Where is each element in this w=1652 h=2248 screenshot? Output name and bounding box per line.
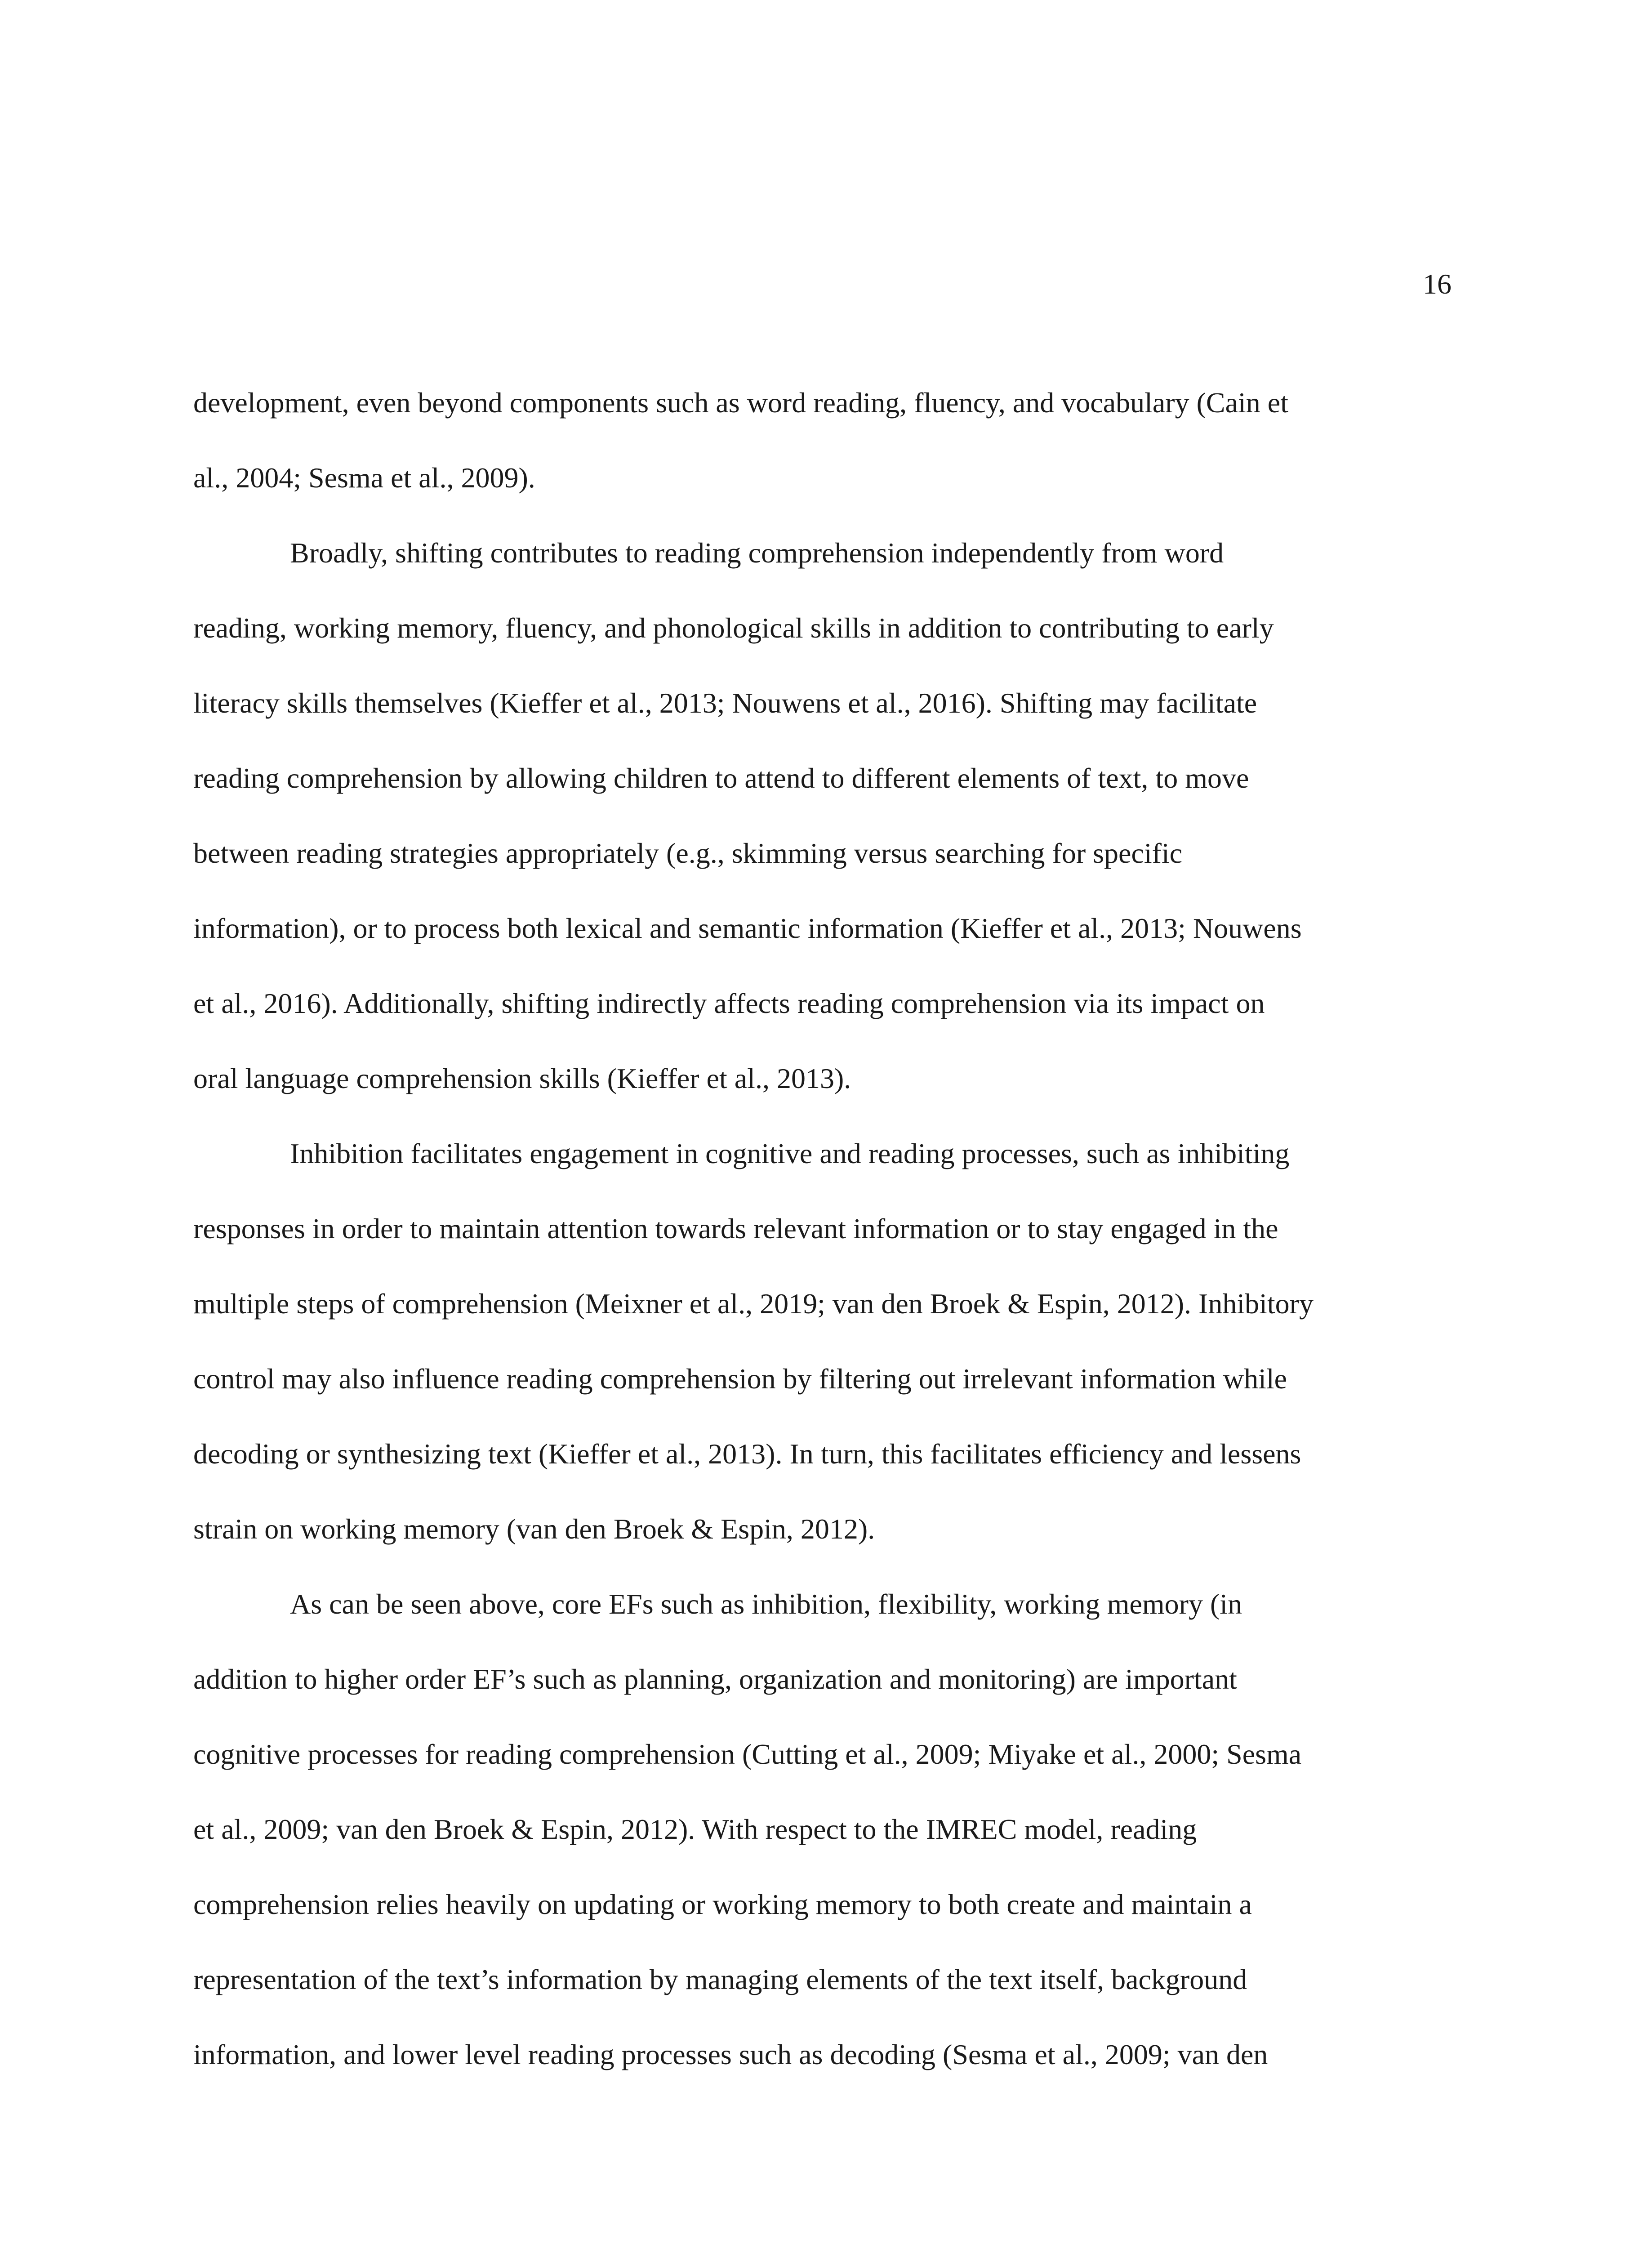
text-line: cognitive processes for reading comprehension (Cutting et al., 2009; Miyake et al., 2000; Sesma [193, 1738, 1302, 1770]
text-line: Inhibition facilitates engagement in cognitive and reading processes, such as inhibiting [290, 1137, 1290, 1169]
text-line: literacy skills themselves (Kieffer et al., 2013; Nouwens et al., 2016). Shifting may facilitate [193, 687, 1257, 719]
text-line: Broadly, shifting contributes to reading comprehension independently from word [290, 537, 1224, 569]
paragraph [193, 515, 1447, 1116]
text-line: reading comprehension by allowing children to attend to different elements of text, to move [193, 762, 1249, 794]
text-line: multiple steps of comprehension (Meixner et al., 2019; van den Broek & Espin, 2012). Inhibitory [193, 1288, 1314, 1320]
text-line: control may also influence reading comprehension by filtering out irrelevant information while [193, 1363, 1287, 1395]
text-line: strain on working memory (van den Broek & Espin, 2012). [193, 1513, 875, 1545]
text-line: development, even beyond components such as word reading, fluency, and vocabulary (Cain et [193, 387, 1288, 419]
text-line: decoding or synthesizing text (Kieffer et al., 2013). In turn, this facilitates efficiency and lessens [193, 1438, 1301, 1470]
text-line: oral language comprehension skills (Kieffer et al., 2013). [193, 1062, 851, 1094]
text-line: between reading strategies appropriately (e.g., skimming versus searching for specific [193, 837, 1183, 869]
text-line: et al., 2016). Additionally, shifting indirectly affects reading comprehension via its impact on [193, 987, 1265, 1019]
paragraph [193, 1116, 1447, 1566]
text-line: As can be seen above, core EFs such as inhibition, flexibility, working memory (in [290, 1588, 1242, 1620]
text-line: addition to higher order EF’s such as planning, organization and monitoring) are important [193, 1663, 1237, 1695]
text-line: et al., 2009; van den Broek & Espin, 2012). With respect to the IMREC model, reading [193, 1813, 1197, 1845]
paragraph [193, 1566, 1447, 2092]
page-number: 16 [1423, 268, 1452, 300]
text-line: al., 2004; Sesma et al., 2009). [193, 462, 535, 494]
text-line: responses in order to maintain attention towards relevant information or to stay engaged in the [193, 1213, 1278, 1244]
paragraph [193, 365, 1447, 515]
text-line: information, and lower level reading processes such as decoding (Sesma et al., 2009; van den [193, 2038, 1268, 2070]
text-line: representation of the text’s information by managing elements of the text itself, background [193, 1963, 1247, 1995]
text-line: reading, working memory, fluency, and phonological skills in addition to contributing to early [193, 612, 1274, 644]
body-text [193, 365, 1447, 2092]
text-line: information), or to process both lexical and semantic information (Kieffer et al., 2013; Nouwens [193, 912, 1302, 944]
text-line: comprehension relies heavily on updating or working memory to both create and maintain a [193, 1888, 1252, 1920]
